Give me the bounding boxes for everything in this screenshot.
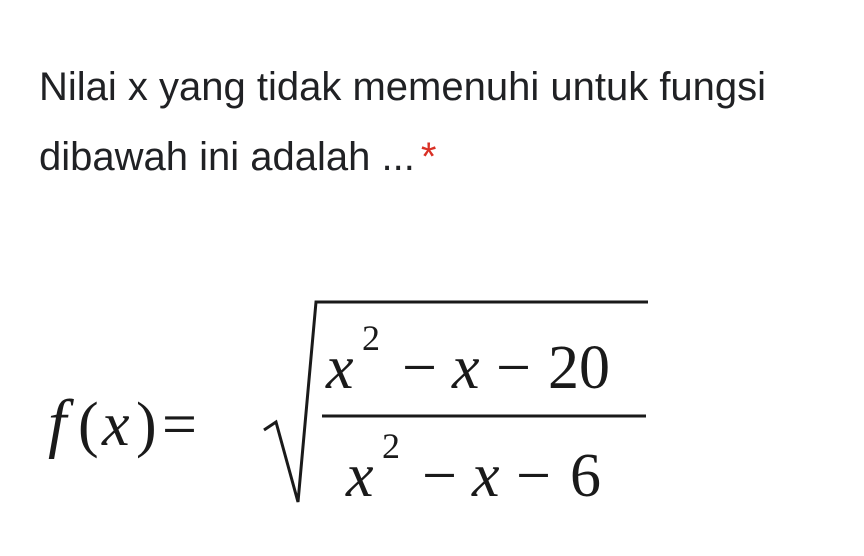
formula-equals: =	[162, 391, 197, 459]
formula-open-paren: (	[78, 391, 99, 459]
numerator-exponent: 2	[362, 318, 380, 358]
denominator-minus-2: −	[516, 442, 551, 510]
denominator-variable: x	[346, 442, 374, 510]
numerator-minus-1: −	[402, 334, 437, 402]
formula-close-paren: )	[136, 391, 157, 459]
denominator-exponent: 2	[382, 426, 400, 466]
formula-lhs-variable: x	[102, 391, 130, 459]
formula-function-name: f	[48, 387, 67, 460]
formula-svg	[40, 290, 660, 520]
question-text: Nilai x yang tidak memenuhi untuk fungsi dibawah ini adalah ...	[39, 65, 767, 179]
question-title	[39, 52, 819, 192]
denominator-minus-1: −	[422, 442, 457, 510]
numerator-variable: x	[326, 334, 354, 402]
required-asterisk: *	[420, 135, 437, 179]
denominator-term: x	[472, 442, 500, 510]
formula-image	[40, 290, 660, 520]
numerator-constant: 20	[548, 334, 610, 402]
denominator-constant: 6	[570, 442, 601, 510]
numerator-term: x	[452, 334, 480, 402]
numerator-minus-2: −	[496, 334, 531, 402]
